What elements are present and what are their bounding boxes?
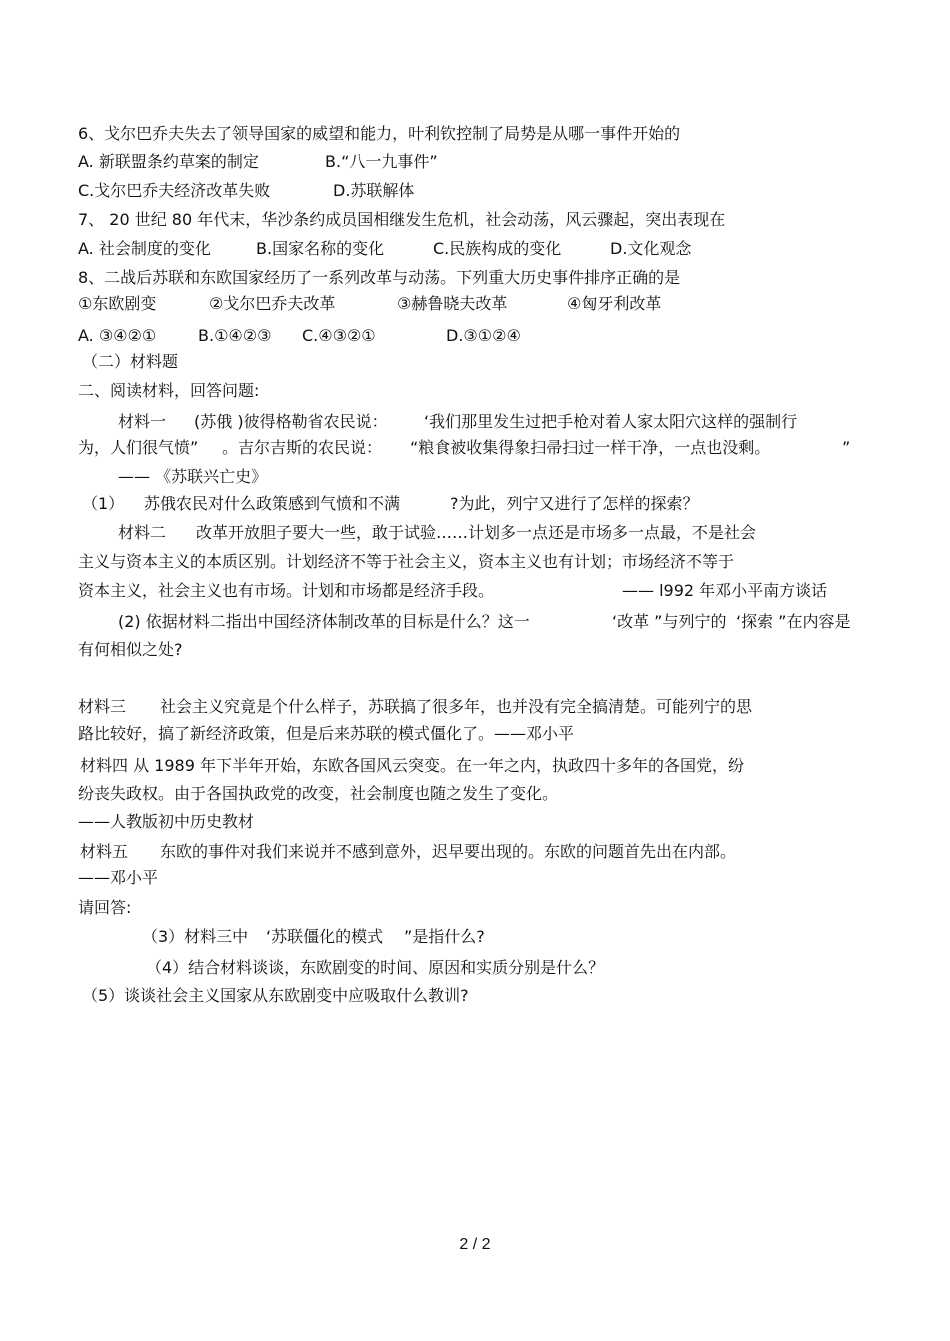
q6-option-c: C.戈尔巴乔夫经济改革失败 — [78, 181, 271, 200]
material2-line2: 主义与资本主义的本质区别。计划经济不等于社会主义，资本主义也有计划；市场经济不等于 — [78, 552, 735, 571]
q8-item-1: ①东欧剧变 — [78, 294, 157, 313]
answer-q3-a: （3）材料三中 — [142, 927, 249, 946]
material3-label: 材料三 — [78, 697, 127, 716]
material1-line2-a: 为，人们很气愤” — [78, 438, 199, 457]
q6-stem: 6、戈尔巴乔夫失去了领导国家的威望和能力，叶利钦控制了局势是从哪一事件开始的 — [78, 124, 681, 143]
q7-option-a: A. 社会制度的变化 — [78, 239, 211, 258]
material2-source: —— l992 年邓小平南方谈话 — [622, 581, 828, 600]
q7-option-d: D.文化观念 — [610, 239, 692, 258]
answer-q3-b: ‘苏联僵化的模式 — [266, 927, 384, 946]
material1-line1-c: ‘我们那里发生过把手枪对着人家太阳穴这样的强制行 — [424, 412, 798, 431]
question1-number: （1） — [82, 494, 125, 513]
section-heading: （二）材料题 — [82, 352, 179, 371]
q6-option-b: B.“八一九事件” — [325, 152, 438, 171]
answer-label: 请回答: — [78, 898, 132, 917]
page-number: 2 / 2 — [459, 1236, 491, 1253]
material1-line2-c: “粮食被收集得象扫帚扫过一样干净，一点也没剩。 — [410, 438, 771, 457]
material2-line3: 资本主义，社会主义也有市场。计划和市场都是经济手段。 — [78, 581, 495, 600]
section-instruction: 二、阅读材料，回答问题: — [78, 381, 260, 400]
question1-text: 苏俄农民对什么政策感到气愤和不满 — [144, 494, 401, 513]
material3-line2: 路比较好，搞了新经济政策，但是后来苏联的模式僵化了。——邓小平 — [78, 724, 575, 743]
material4-source: ——人教版初中历史教材 — [78, 812, 255, 831]
material1-line2-d: ” — [842, 438, 851, 457]
q8-stem: 8、二战后苏联和东欧国家经历了一系列改革与动荡。下列重大历史事件排序正确的是 — [78, 268, 681, 287]
q8-option-d: D.③①②④ — [446, 326, 521, 345]
answer-q3-c: ”是指什么? — [404, 927, 485, 946]
question2-part1: (2) 依据材料二指出中国经济体制改革的目标是什么？这一 — [118, 612, 530, 631]
q7-option-c: C.民族构成的变化 — [433, 239, 562, 258]
material5-label: 材料五 — [80, 842, 129, 861]
answer-q4: （4）结合材料谈谈，东欧剧变的时间、原因和实质分别是什么？ — [146, 958, 605, 977]
question2-part2: ‘改革 ”与列宁的 — [612, 612, 727, 631]
q7-stem: 7、 20 世纪 80 年代末，华沙条约成员国相继发生危机，社会动荡，风云骤起，突出表现在 — [78, 210, 726, 229]
q8-item-2: ②戈尔巴乔夫改革 — [209, 294, 336, 313]
q8-option-c: C.④③②① — [302, 326, 376, 345]
material3-line1: 社会主义究竟是个什么样子，苏联搞了很多年，也并没有完全搞清楚。可能列宁的思 — [160, 697, 753, 716]
material1-label: 材料一 — [118, 412, 167, 431]
q8-item-4: ④匈牙利改革 — [567, 294, 662, 313]
q7-option-b: B.国家名称的变化 — [256, 239, 385, 258]
material1-line2-b: 。吉尔吉斯的农民说： — [222, 438, 383, 457]
material2-line1: 改革开放胆子要大一些，敢于试验……计划多一点还是市场多一点最，不是社会 — [196, 523, 757, 542]
question1-text-cont: ?为此，列宁又进行了怎样的探索？ — [450, 494, 699, 513]
q8-option-a: A. ③④②① — [78, 326, 157, 345]
q8-option-b: B.①④②③ — [198, 326, 272, 345]
material2-label: 材料二 — [118, 523, 167, 542]
material5-source: ——邓小平 — [78, 868, 159, 887]
q6-option-a: A. 新联盟条约草案的制定 — [78, 152, 259, 171]
material5-text: 东欧的事件对我们来说并不感到意外，迟早要出现的。东欧的问题首先出在内部。 — [160, 842, 737, 861]
q6-option-d: D.苏联解体 — [333, 181, 415, 200]
material4-line2: 纷丧失政权。由于各国执政党的改变，社会制度也随之发生了变化。 — [78, 784, 559, 803]
material1-line1-b: (苏俄 )彼得格勒省农民说： — [194, 412, 388, 431]
answer-q5: （5）谈谈社会主义国家从东欧剧变中应吸取什么教训? — [82, 986, 469, 1005]
q8-item-3: ③赫鲁晓夫改革 — [397, 294, 508, 313]
question2-line2: 有何相似之处? — [78, 640, 183, 659]
material4-line1: 材料四 从 1989 年下半年开始，东欧各国风云突变。在一年之内，执政四十多年的各国党，纷 — [80, 756, 744, 775]
question2-part3: ‘探索 ”在内容是 — [736, 612, 851, 631]
material1-source: —— 《苏联兴亡史》 — [118, 467, 268, 486]
